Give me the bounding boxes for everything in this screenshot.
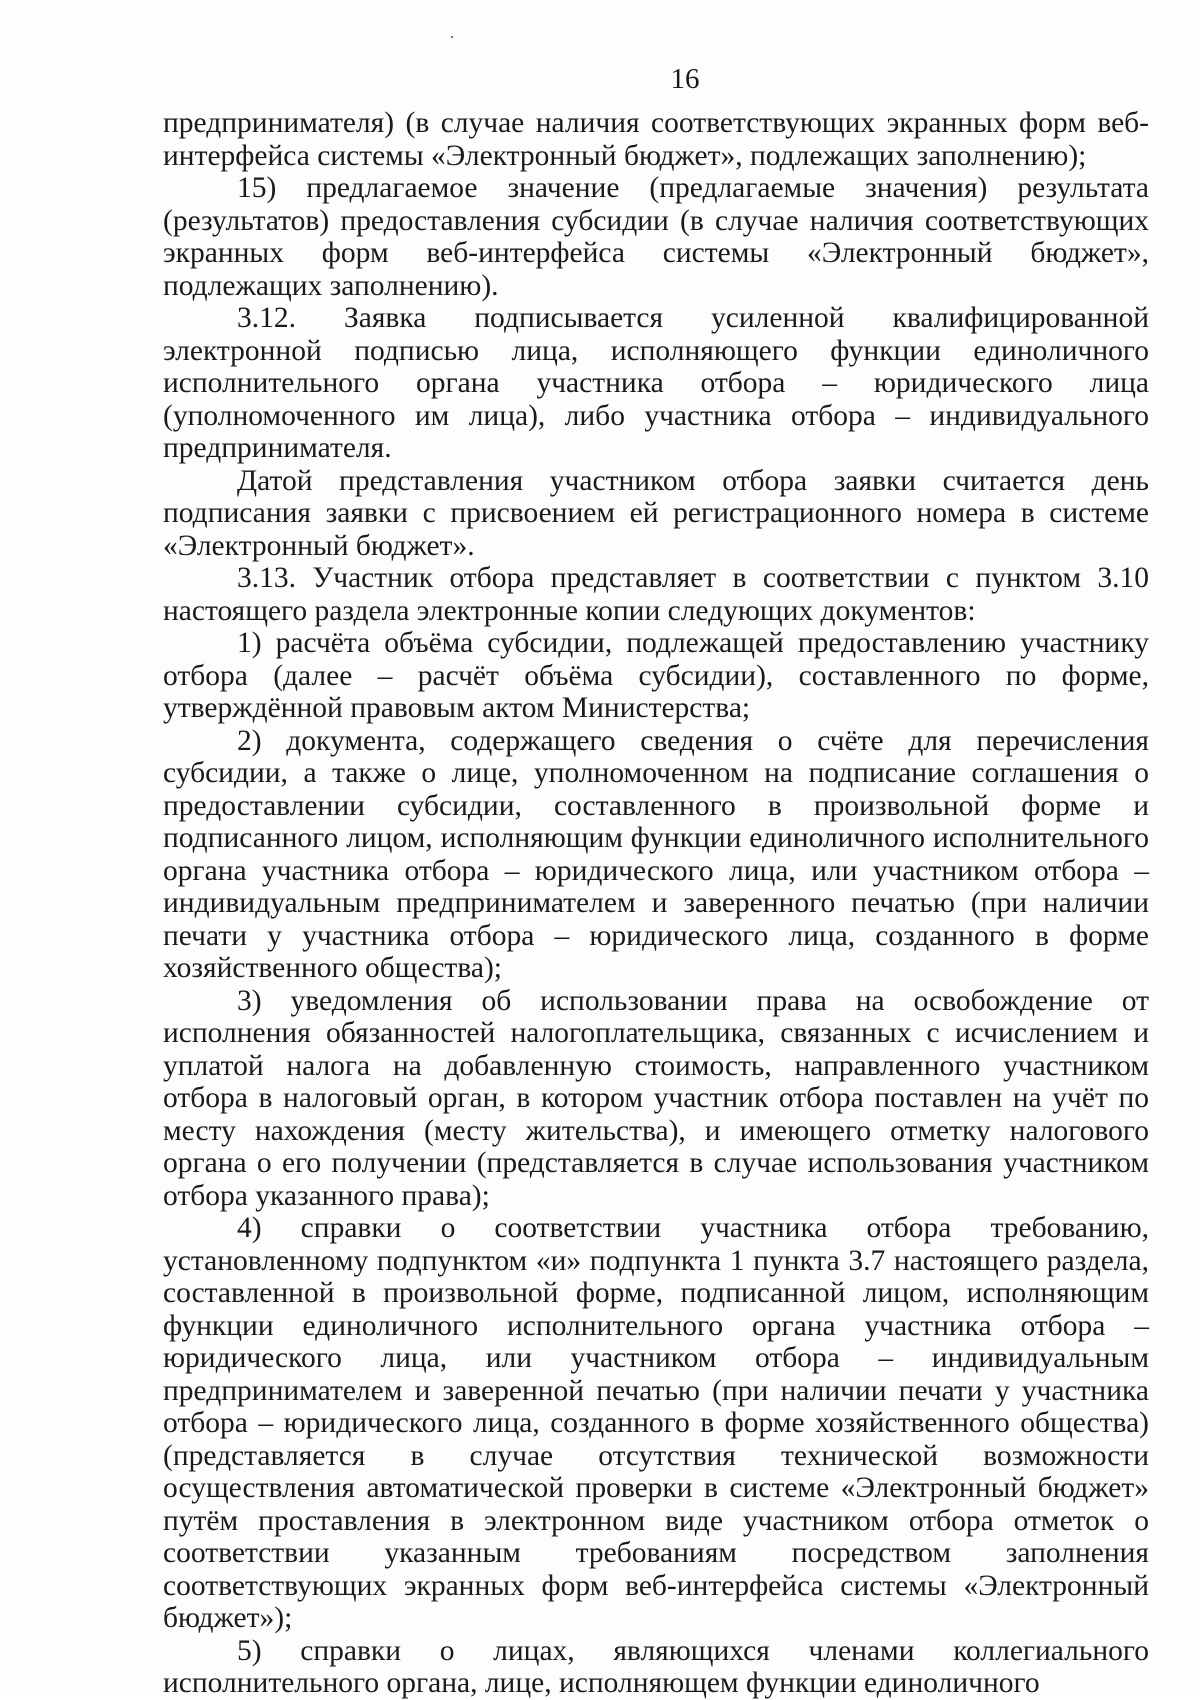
paragraph-item-3: 3) уведомления об использовании права на освобождение от исполнения обязанностей налогоплательщика, связанных с исчислением и уплатой налога на добавленную стоимость, направленного участником отбора в налоговый орган, в котором участник отбора поставлен на учёт по месту нахождения (месту жительства), и имеющего отметку налогового органа о его получении (представляется в случае использования участником отбора указанного права); (163, 984, 1149, 1212)
paragraph-submission-date: Датой представления участником отбора заявки считается день подписания заявки с присвоением ей регистрационного номера в системе «Электронный бюджет». (163, 464, 1149, 562)
paragraph-item-1: 1) расчёта объёма субсидии, подлежащей предоставлению участнику отбора (далее – расчёт объёма субсидии), составленного по форме, утверждённой правовым актом Министерства; (163, 627, 1149, 724)
scan-speck (451, 36, 453, 38)
paragraph-continuation: предпринимателя) (в случае наличия соответствующих экранных форм веб-интерфейса системы «Электронный бюджет», подлежащих заполнению); (163, 107, 1149, 172)
paragraph-item-15: 15) предлагаемое значение (предлагаемые значения) результата (результатов) предоставления субсидии (в случае наличия соответствующих экранных форм веб-интерфейса системы «Электронный бюджет», подлежащих заполнению). (163, 172, 1149, 302)
paragraph-item-2: 2) документа, содержащего сведения о счёте для перечисления субсидии, а также о лице, уполномоченном на подписание соглашения о предоставлении субсидии, составленного в произвольной форме и подписанного лицом, исполняющим функции единоличного исполнительного органа участника отбора – юридического лица, или участником отбора – индивидуальным предпринимателем и заверенного печатью (при наличии печати у участника отбора – юридического лица, созданного в форме хозяйственного общества); (163, 724, 1149, 984)
paragraph-item-4: 4) справки о соответствии участника отбора требованию, установленному подпунктом «и» подпункта 1 пункта 3.7 настоящего раздела, составленной в произвольной форме, подписанной лицом, исполняющим функции единоличного исполнительного органа участника отбора – юридического лица, или участником отбора – индивидуальным предпринимателем и заверенной печатью (при наличии печати у участника отбора – юридического лица, созданного в форме хозяйственного общества) (представляется в случае отсутствия технической возможности осуществления автоматической проверки в системе «Электронный бюджет» путём проставления в электронном виде участником отбора отметок о соответствии указанным требованиям посредством заполнения соответствующих экранных форм веб-интерфейса системы «Электронный бюджет»); (163, 1212, 1149, 1634)
paragraph-3-13: 3.13. Участник отбора представляет в соответствии с пунктом 3.10 настоящего раздела электронные копии следующих документов: (163, 562, 1149, 627)
paragraph-item-5: 5) справки о лицах, являющихся членами коллегиального исполнительного органа, лице, исполняющем функции единоличного (163, 1634, 1149, 1699)
paragraph-3-12: 3.12. Заявка подписывается усиленной квалифицированной электронной подписью лица, исполняющего функции единоличного исполнительного органа участника отбора – юридического лица (уполномоченного им лица), либо участника отбора – индивидуального предпринимателя. (163, 302, 1149, 464)
page-number: 16 (670, 63, 700, 95)
document-body (163, 107, 1149, 1700)
